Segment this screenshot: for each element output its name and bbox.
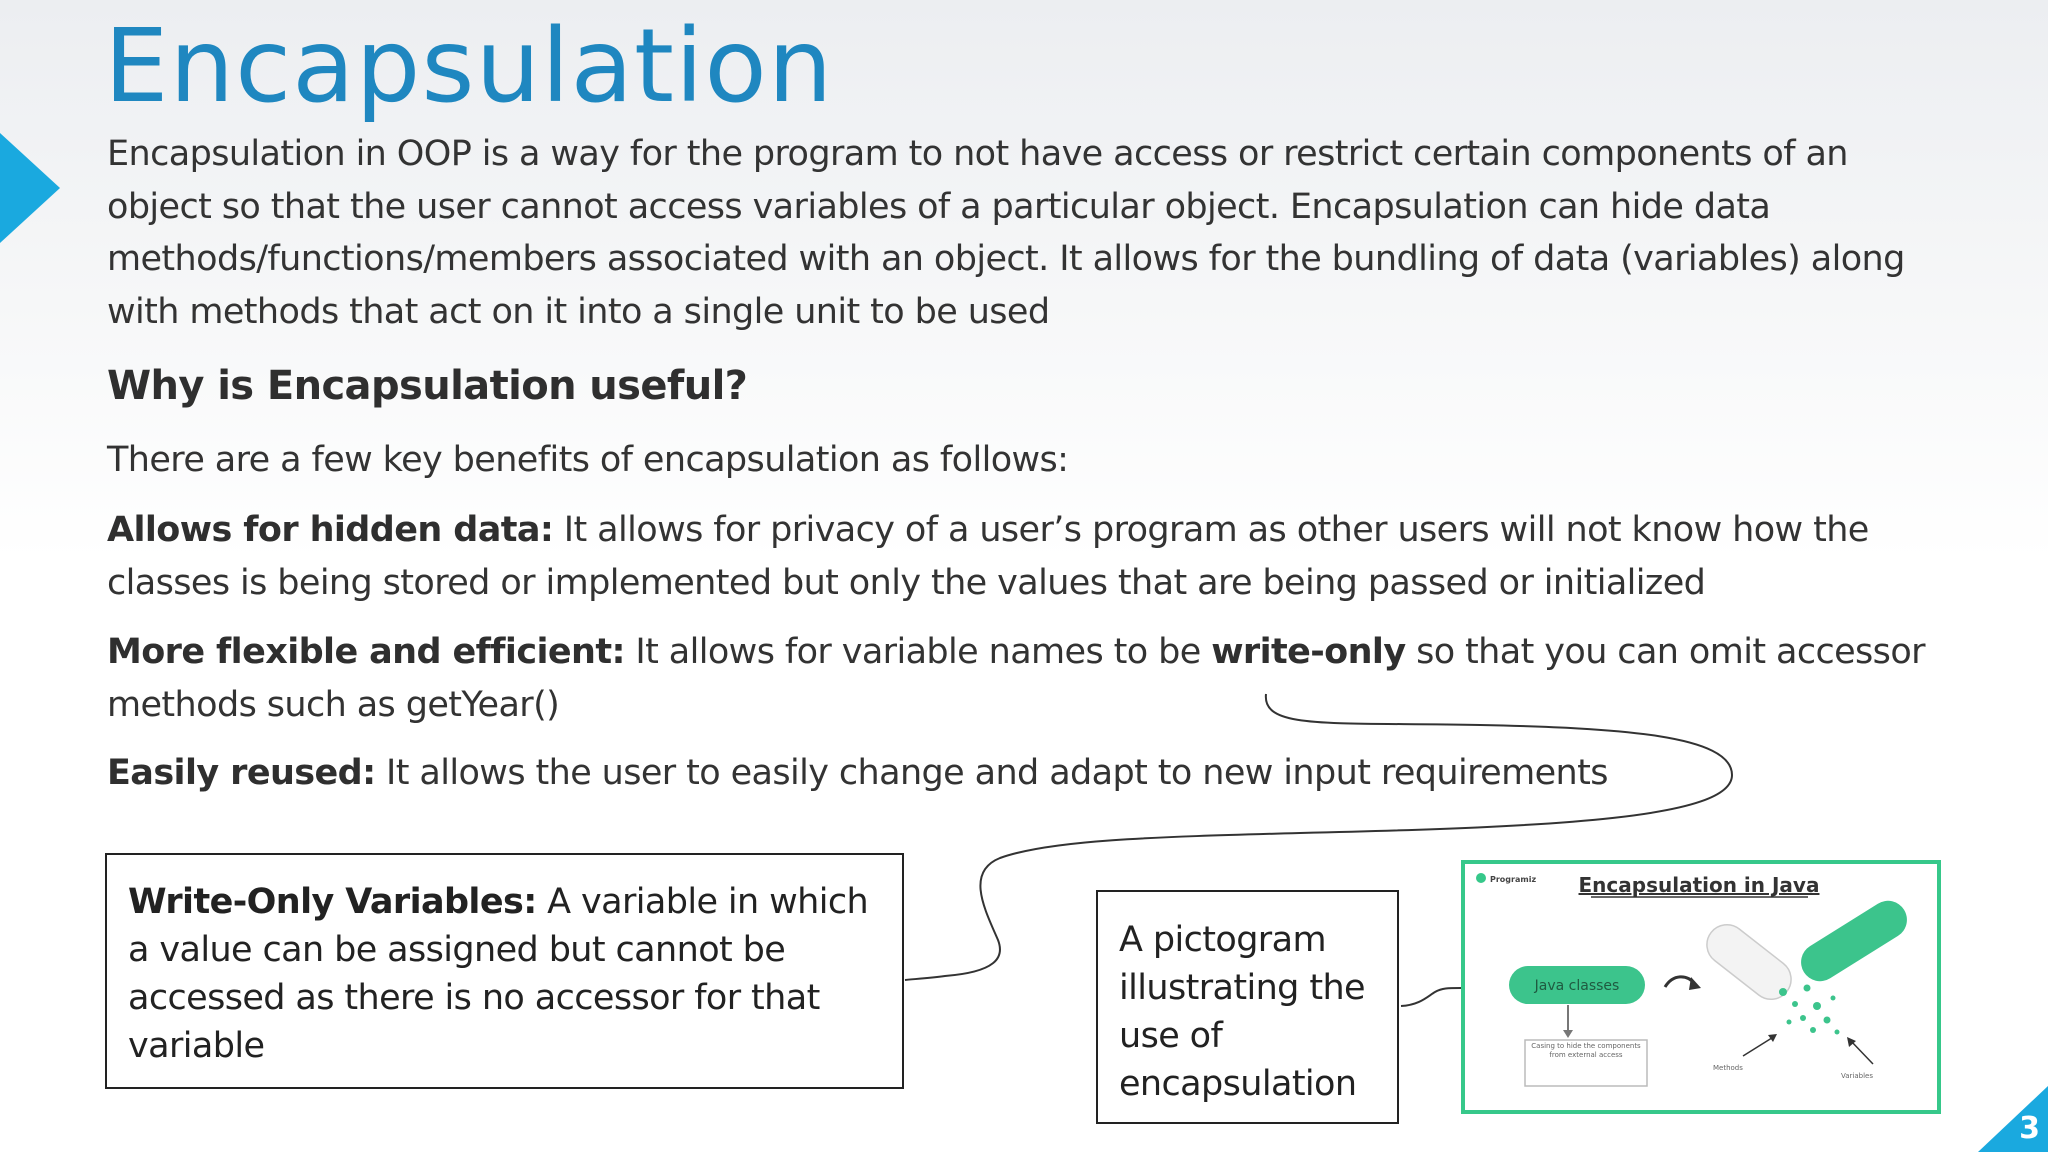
- variables-arrow-icon: [1850, 1040, 1873, 1064]
- definition-text: A variable in which a value can be assigned but cannot be accessed as there is no accessor for that variable: [128, 882, 869, 1066]
- benefit-emphasis: write-only: [1211, 632, 1406, 672]
- note-text: Casing to hide the components from external access: [1531, 1042, 1641, 1059]
- methods-arrow-icon: [1743, 1036, 1775, 1056]
- benefits-lead: There are a few key benefits of encapsulation as follows:: [107, 440, 1069, 480]
- benefit-text: It allows for variable names to be: [624, 632, 1212, 672]
- benefit-label: Allows for hidden data:: [107, 510, 554, 550]
- pictogram-title: Encapsulation in Java: [1578, 873, 1820, 897]
- label-methods: Methods: [1713, 1064, 1743, 1072]
- section-heading: Why is Encapsulation useful?: [107, 363, 748, 409]
- pictogram-logo-text: Programiz: [1490, 875, 1537, 884]
- definition-label: Write-Only Variables:: [128, 882, 537, 922]
- benefit-label: More flexible and efficient:: [107, 632, 625, 672]
- benefit-text: It allows the user to easily change and adapt to new input requirements: [375, 753, 1608, 793]
- encapsulation-pictogram: [1461, 860, 1941, 1114]
- slide-title: Encapsulation: [104, 7, 834, 126]
- intro-paragraph: Encapsulation in OOP is a way for the program to not have access or restrict certain components of an object so that the user cannot access variables of a particular object. Encapsulation can hide data methods/functions/members associated with an object. It allows for the bundling of data (variables) along with methods that act on it into a single unit to be used: [107, 134, 1905, 332]
- benefit-flexible: [107, 626, 1967, 731]
- particles-icon: [1779, 985, 1840, 1035]
- page-number: 3: [2019, 1111, 2040, 1146]
- pill-label: Java classes: [1534, 978, 1620, 994]
- write-only-definition-box: [105, 853, 904, 1089]
- benefit-hidden-data: [107, 504, 1907, 609]
- benefit-text: It allows for privacy of a user’s program as other users will not know how the classes is being stored or implemented but only the values that are being passed or initialized: [107, 510, 1869, 603]
- benefit-text: so that you can omit accessor methods such as getYear(): [107, 632, 1925, 725]
- benefit-label: Easily reused:: [107, 753, 376, 793]
- programiz-logo-icon: [1476, 873, 1486, 883]
- pictogram-caption-box: A pictogram illustrating the use of encapsulation: [1096, 890, 1399, 1124]
- benefit-reused: [107, 747, 1947, 800]
- left-accent-arrow: [0, 133, 62, 243]
- connector-pictogram: [1401, 988, 1461, 1006]
- label-variables: Variables: [1841, 1072, 1873, 1080]
